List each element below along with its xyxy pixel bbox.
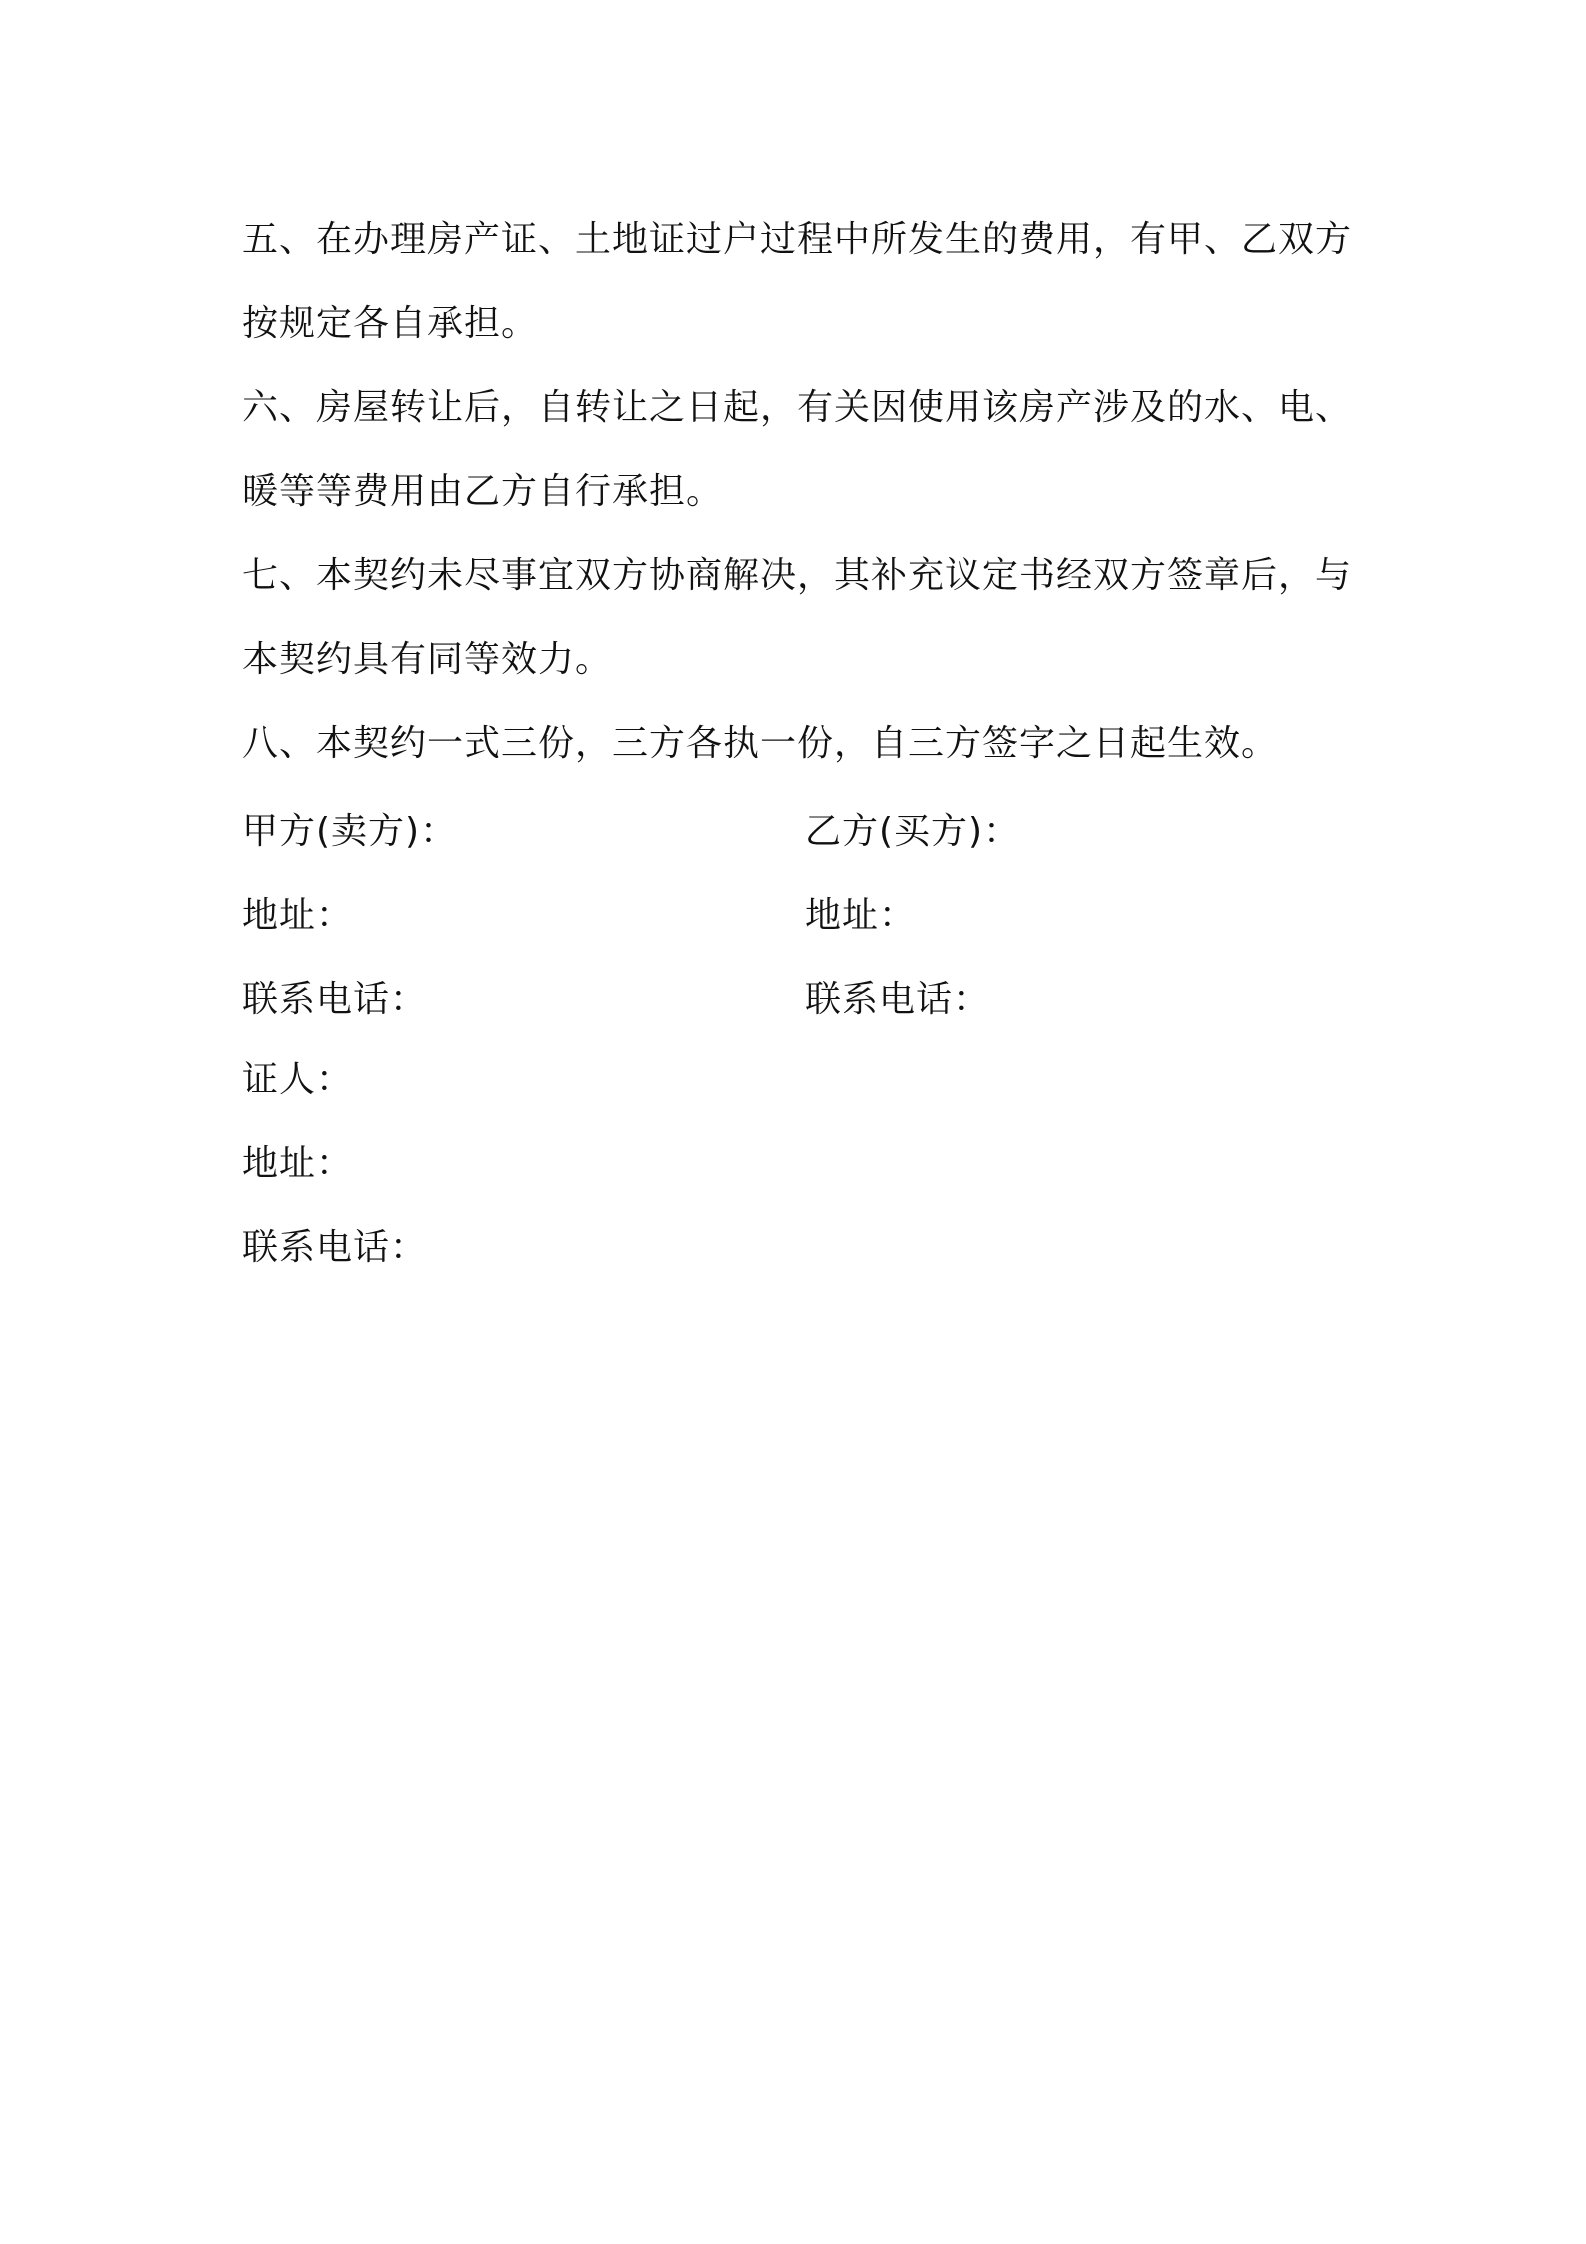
party-a-label: 甲方(卖方)： [242,810,458,852]
party-b-label: 乙方(买方)： [805,810,1021,852]
witness-label: 证人： [242,1059,354,1100]
clause-6: 六、房屋转让后，自转让之日起，有关因使用该房产涉及的水、电、暖等等费用由乙方自行承担。 [242,387,1353,512]
contract-body [242,198,1352,1290]
party-a-address-label: 地址： [242,894,354,936]
witness-address-label: 地址： [242,1143,354,1184]
signature-row-address [242,870,1352,954]
witness-phone-label: 联系电话： [242,1227,428,1268]
signature-row-party [242,786,1352,870]
clause-8: 八、本契约一式三份，三方各执一份，自三方签字之日起生效。 [242,723,1279,764]
party-b-phone-label: 联系电话： [805,978,991,1020]
signature-row-phone [242,954,1352,1038]
clause-7: 七、本契约未尽事宜双方协商解决，其补充议定书经双方签章后，与本契约具有同等效力。 [242,555,1353,680]
clause-5: 五、在办理房产证、土地证过户过程中所发生的费用，有甲、乙双方按规定各自承担。 [242,219,1353,344]
party-b-address-label: 地址： [805,894,917,936]
party-a-phone-label: 联系电话： [242,978,428,1020]
